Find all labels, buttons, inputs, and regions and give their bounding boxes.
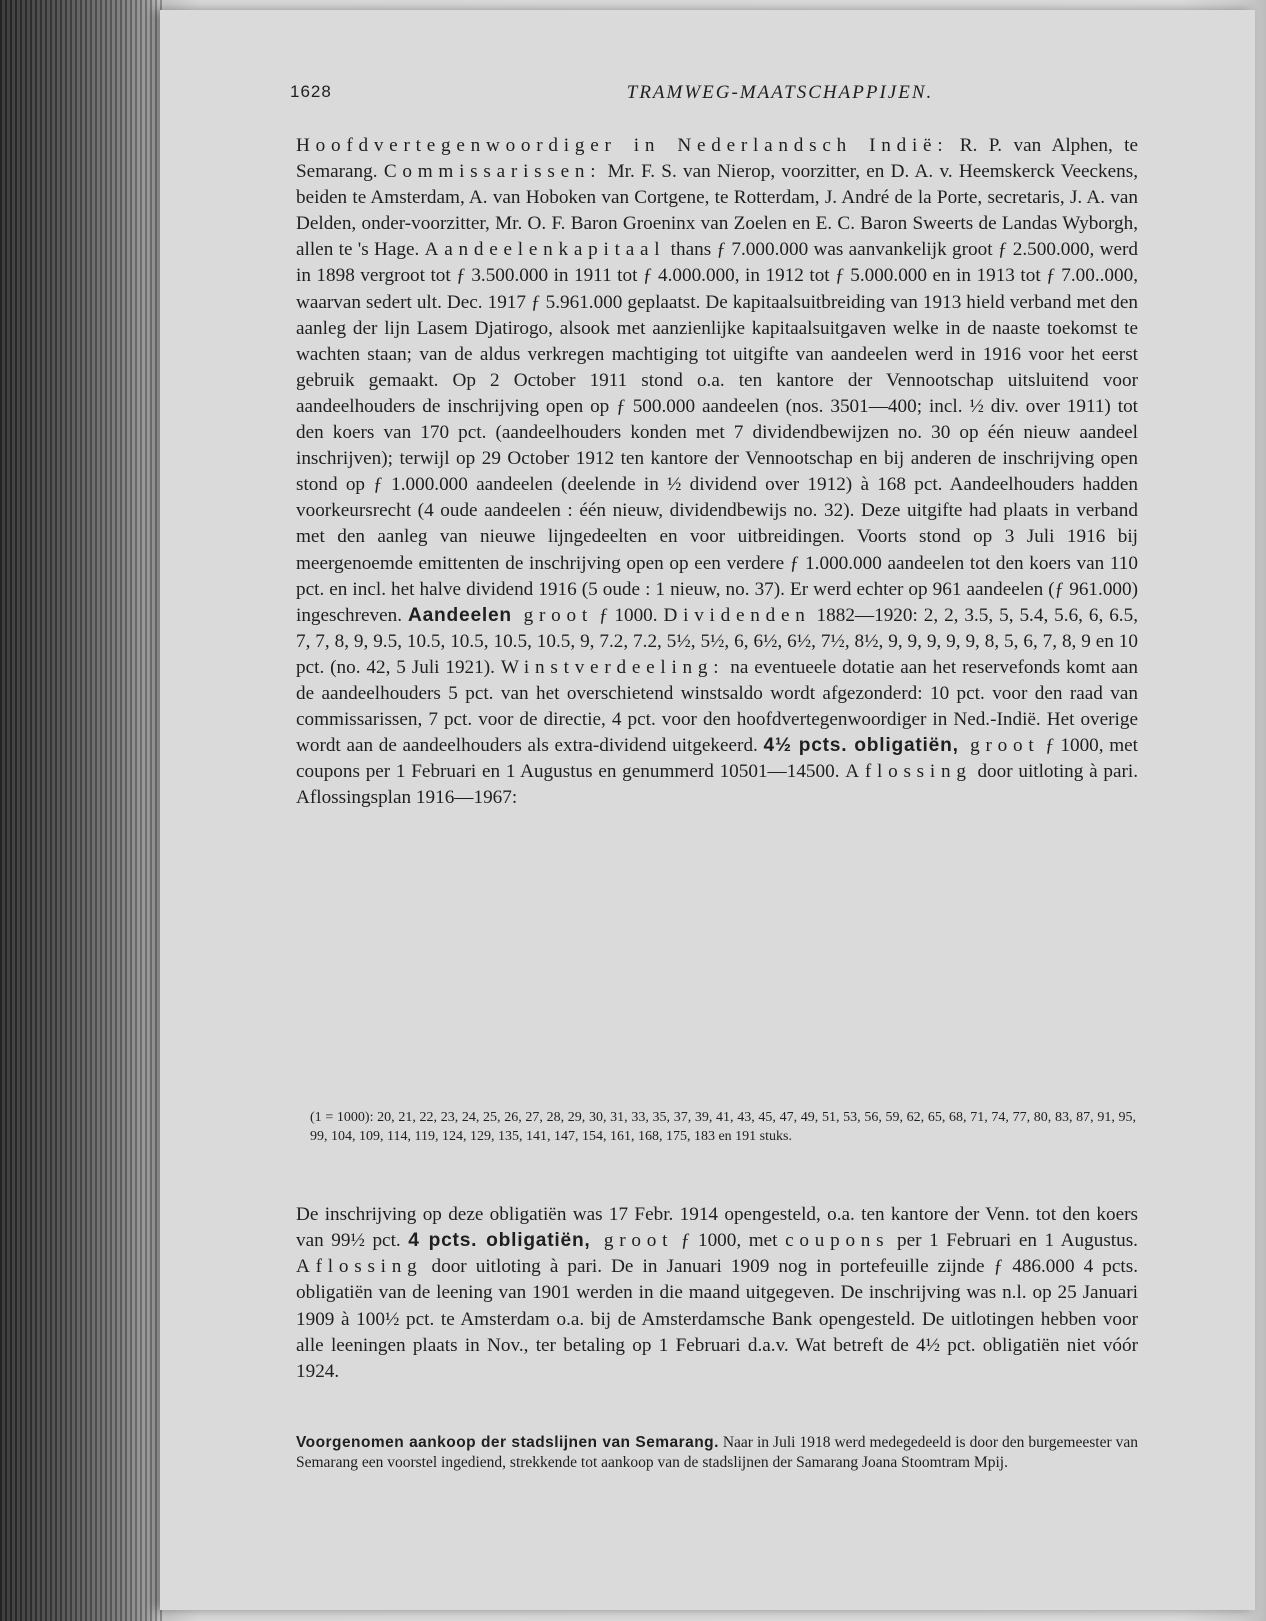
page-header bbox=[290, 82, 1150, 112]
book-page-edges bbox=[0, 0, 165, 1621]
text-run: ƒ 1000, met bbox=[673, 1230, 786, 1252]
second-paragraph bbox=[296, 1183, 1138, 1404]
heading-dividenden: Dividenden bbox=[663, 604, 811, 626]
amortization-schedule: (1 = 1000): 20, 21, 22, 23, 24, 25, 26, 27, 28, 29, 30, 31, 33, 35, 37, 39, 41, 43, 45, 47, 49, 51, 53, 56, 59, 62, 65, 68, 71, 74, 77, 80, 83, 87, 91, 95, 99, 104, 109, 114, 119, 124, 129, 135, 141, 147, 154, 161, 168, 175, 183 en 191 stuks. bbox=[310, 1110, 1136, 1144]
text-run: na eventueele dotatie aan het reservefonds komt aan de aandeelhouders 5 pct. van het overschietend winstsaldo wordt afgezonderd: 10 pct. voor den raad van commissarissen, 7 pct. voor de directie, 4 pct. voor den hoofdvertegenwoordiger in Ned.-Indië. Het overige wordt aan de aandeelhouders als extra-dividend uitgekeerd. bbox=[296, 656, 1138, 757]
heading-winstverdeeling: Winstverdeeling: bbox=[500, 656, 725, 678]
text-run: De inschrijving op deze obligatiën was 17 Febr. 1914 opengesteld, o.a. ten kantore der Venn. tot den koers van 99½ pct. bbox=[296, 1204, 1138, 1252]
heading-aandeelen: Aandeelen bbox=[407, 604, 512, 626]
heading-aandeelenkapitaal: Aandeelenkapitaal bbox=[424, 239, 666, 261]
heading-hoofdvertegenwoordiger: Hoofdvertegenwoordiger in Nederlandsch Indië: bbox=[296, 135, 949, 156]
page-number: 1628 bbox=[290, 82, 332, 101]
text-run: 1882—1920: 2, 2, 3.5, 5, 5.4, 5.6, 6, 6.5, 7, 7, 8, 9, 9.5, 10.5, 10.5, 10.5, 10.5, 9, 7.2, 7.2, 5½, 5½, 6, 6½, 6½, 7½, 8½, 9, 9, 9, 9, 9, 8, 5, 6, 7, 8, 9 en 10 pct. (no. 42, 5 Juli 1921). bbox=[296, 604, 1138, 678]
running-title: TRAMWEG-MAATSCHAPPIJEN. bbox=[626, 82, 934, 103]
heading-obligatien-4-5: 4½ pcts. obligatiën, bbox=[763, 735, 959, 757]
text-run: thans ƒ 7.000.000 was aanvankelijk groot ƒ 2.500.000, werd in 1898 vergroot tot ƒ 3.500.000 in 1911 tot ƒ 4.000.000, in 1912 tot ƒ 5.000.000 en in 1913 tot ƒ 7.00..000, waarvan sedert ult. Dec. 1917 ƒ 5.961.000 geplaatst. De kapitaalsuitbreiding van 1913 hield verband met den aanleg der lijn Lasem Djatirogo, alsook met aanzienlijke kapitaalsuitgaven welke in de naaste toekomst te wachten staan; van de aldus verkregen machtiging tot uitgifte van aandeelen werd in 1916 voor het eerst gebruik gemaakt. Op 2 October 1911 stond o.a. ten kantore der Vennootschap uitsluitend voor aandeelhouders de inschrijving open op ƒ 500.000 aandeelen (nos. 3501—400; incl. ½ div. over 1911) tot den koers van 170 pct. (aandeelhouders konden met 7 dividendbewijzen no. 30 op één nieuw aandeel inschrijven); terwijl op 29 October 1912 ten kantore der Vennootschap en bij anderen de inschrijving open stond op ƒ 1.000.000 aandeelen (deelende in ½ dividend over 1912) à 168 pct. Aandeelhouders hadden voorkeursrecht (4 oude aandeelen : één nieuw, dividendbewijs no. 32). Deze uitgifte had plaats in verband met den aanleg van nieuwe lijngedeelten en voor uitbreidingen. Voorts stond op 3 Juli 1916 bij meergenoemde emittenten de inschrijving open op een verdere ƒ 1.000.000 aandeelen tot den koers van 110 pct. en incl. het halve dividend 1916 (5 oude : 1 nieuw, no. 37). Er werd echter op 961 aandeelen (ƒ 961.000) ingeschreven. bbox=[296, 239, 1138, 626]
text-run: per 1 Februari en 1 Augustus. bbox=[889, 1230, 1138, 1252]
heading-aflossing: Aflossing bbox=[845, 761, 972, 783]
spaced-groot: groot bbox=[590, 1230, 674, 1252]
text-run: Mr. F. S. van Nierop, voorzitter, en D. A. v. Heemskerck Veeckens, beiden te Amsterdam, A. van Hoboken van Cortgene, te Rotterdam, J. André de la Porte, secretaris, J. A. van Delden, onder-voorzitter, Mr. O. F. Baron Groeninx van Zoelen en E. C. Baron Sweerts de Landas Wyborgh, allen te 's Hage. bbox=[296, 161, 1138, 261]
heading-obligatien-4: 4 pcts. obligatiën, bbox=[408, 1230, 591, 1252]
spaced-groot: groot bbox=[958, 735, 1040, 757]
footer-heading: Voorgenomen aankoop der stadslijnen van Semarang. bbox=[296, 1434, 719, 1451]
paragraph-1 bbox=[296, 133, 1138, 811]
text-run: door uitloting à pari. De in Januari 1909 nog in portefeuille zijnde ƒ 486.000 4 pcts. obligatiën van de leening van 1901 werden in die maand uitgegeven. De inschrijving was n.l. op 25 Januari 1909 à 100½ pct. te Amsterdam o.a. bij de Amsterdamsche Bank opengesteld. De uitlotingen hebben voor alle leeningen plaats in Nov., ter betaling op 1 Februari d.a.v. Wat betreft de 4½ pct. obligatiën niet vóór 1924. bbox=[296, 1256, 1138, 1382]
spaced-coupons: coupons bbox=[785, 1230, 890, 1252]
spaced-groot: groot bbox=[511, 604, 593, 626]
heading-commissarissen: Commissarissen: bbox=[383, 161, 602, 183]
text-run: R. P. van Alphen, te Semarang. bbox=[296, 135, 1138, 183]
footer-note bbox=[296, 1433, 1138, 1473]
text-run: door uitloting à pari. Aflossingsplan 1916—1967: bbox=[296, 761, 1138, 809]
main-paragraph bbox=[296, 133, 1138, 811]
text-run: ƒ 1000. bbox=[592, 604, 664, 626]
heading-aflossing: Aflossing bbox=[296, 1256, 423, 1278]
paragraph-2 bbox=[296, 1202, 1138, 1385]
text-run: ƒ 1000, met coupons per 1 Februari en 1 Augustus en genummerd 10501—14500. bbox=[296, 735, 1138, 783]
footer-text: Naar in Juli 1918 werd medegedeeld is door den burgemeester van Semarang een voorstel ingediend, strekkende tot aankoop van de stadslijnen der Samarang Joana Stoomtram Mpij. bbox=[296, 1434, 1138, 1471]
